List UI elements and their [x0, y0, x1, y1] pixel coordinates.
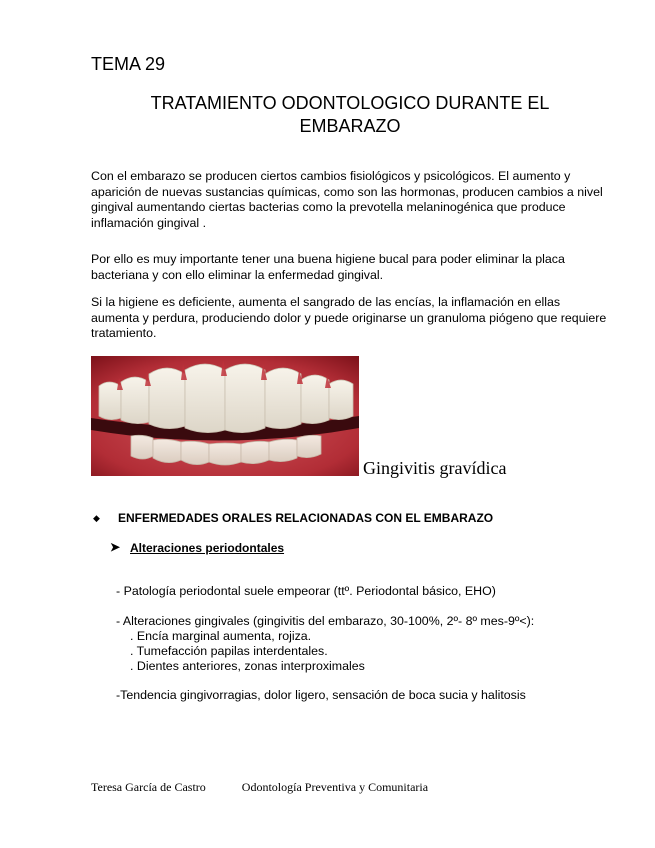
list-item-gingival: - Alteraciones gingivales (gingivitis del embarazo, 30-100%, 2º- 8º mes-9º<):: [116, 614, 535, 628]
footer-course: Odontología Preventiva y Comunitaria: [241, 780, 429, 794]
title-line-2: EMBARAZO: [299, 116, 401, 136]
topic-number: TEMA 29: [91, 54, 166, 74]
section-heading: ENFERMEDADES ORALES RELACIONADAS CON EL EMBARAZO: [118, 511, 494, 525]
page-footer: [91, 780, 428, 795]
paragraph-intro: Con el embarazo se producen ciertos cambios fisiológicos y psicológicos. El aumento y aparición de nuevas sustancias químicas, como son las hormonas, producen cambios a nivel gingival aumentando ciertas bacterias como la prevotella melaninogénica que produce inflamación gingival .: [91, 169, 603, 230]
paragraph-hygiene: Por ello es muy importante tener una buena higiene bucal para poder eliminar la placa bacteriana y con ello eliminar la enfermedad gingival.: [91, 252, 565, 282]
photo-caption: Gingivitis gravídica: [363, 458, 507, 478]
subsection-heading: Alteraciones periodontales: [130, 541, 285, 555]
list-subitem-papillae: . Tumefacción papilas interdentales.: [130, 644, 328, 658]
arrow-bullet-icon: ➤: [110, 540, 121, 554]
diamond-bullet-icon: ◆: [93, 513, 100, 523]
page-title: [100, 92, 600, 138]
gingivitis-photo: [91, 356, 359, 476]
list-item-periodontal: - Patología periodontal suele empeorar (ttº. Periodontal básico, EHO): [116, 584, 496, 598]
paragraph-deficient-hygiene: Si la higiene es deficiente, aumenta el sangrado de las encías, la inflamación en ellas aumenta y perdura, produciendo dolor y puede originarse un granuloma piógeno que requiere tratamiento.: [91, 295, 607, 341]
list-subitem-marginal: . Encía marginal aumenta, rojiza.: [130, 629, 312, 643]
list-item-gingivorragias: -Tendencia gingivorragias, dolor ligero, sensación de boca sucia y halitosis: [116, 688, 526, 702]
list-subitem-anterior: . Dientes anteriores, zonas interproximales: [130, 659, 365, 673]
footer-author: Teresa García de Castro: [91, 780, 206, 794]
title-line-1: TRATAMIENTO ODONTOLOGICO DURANTE EL: [150, 93, 550, 113]
